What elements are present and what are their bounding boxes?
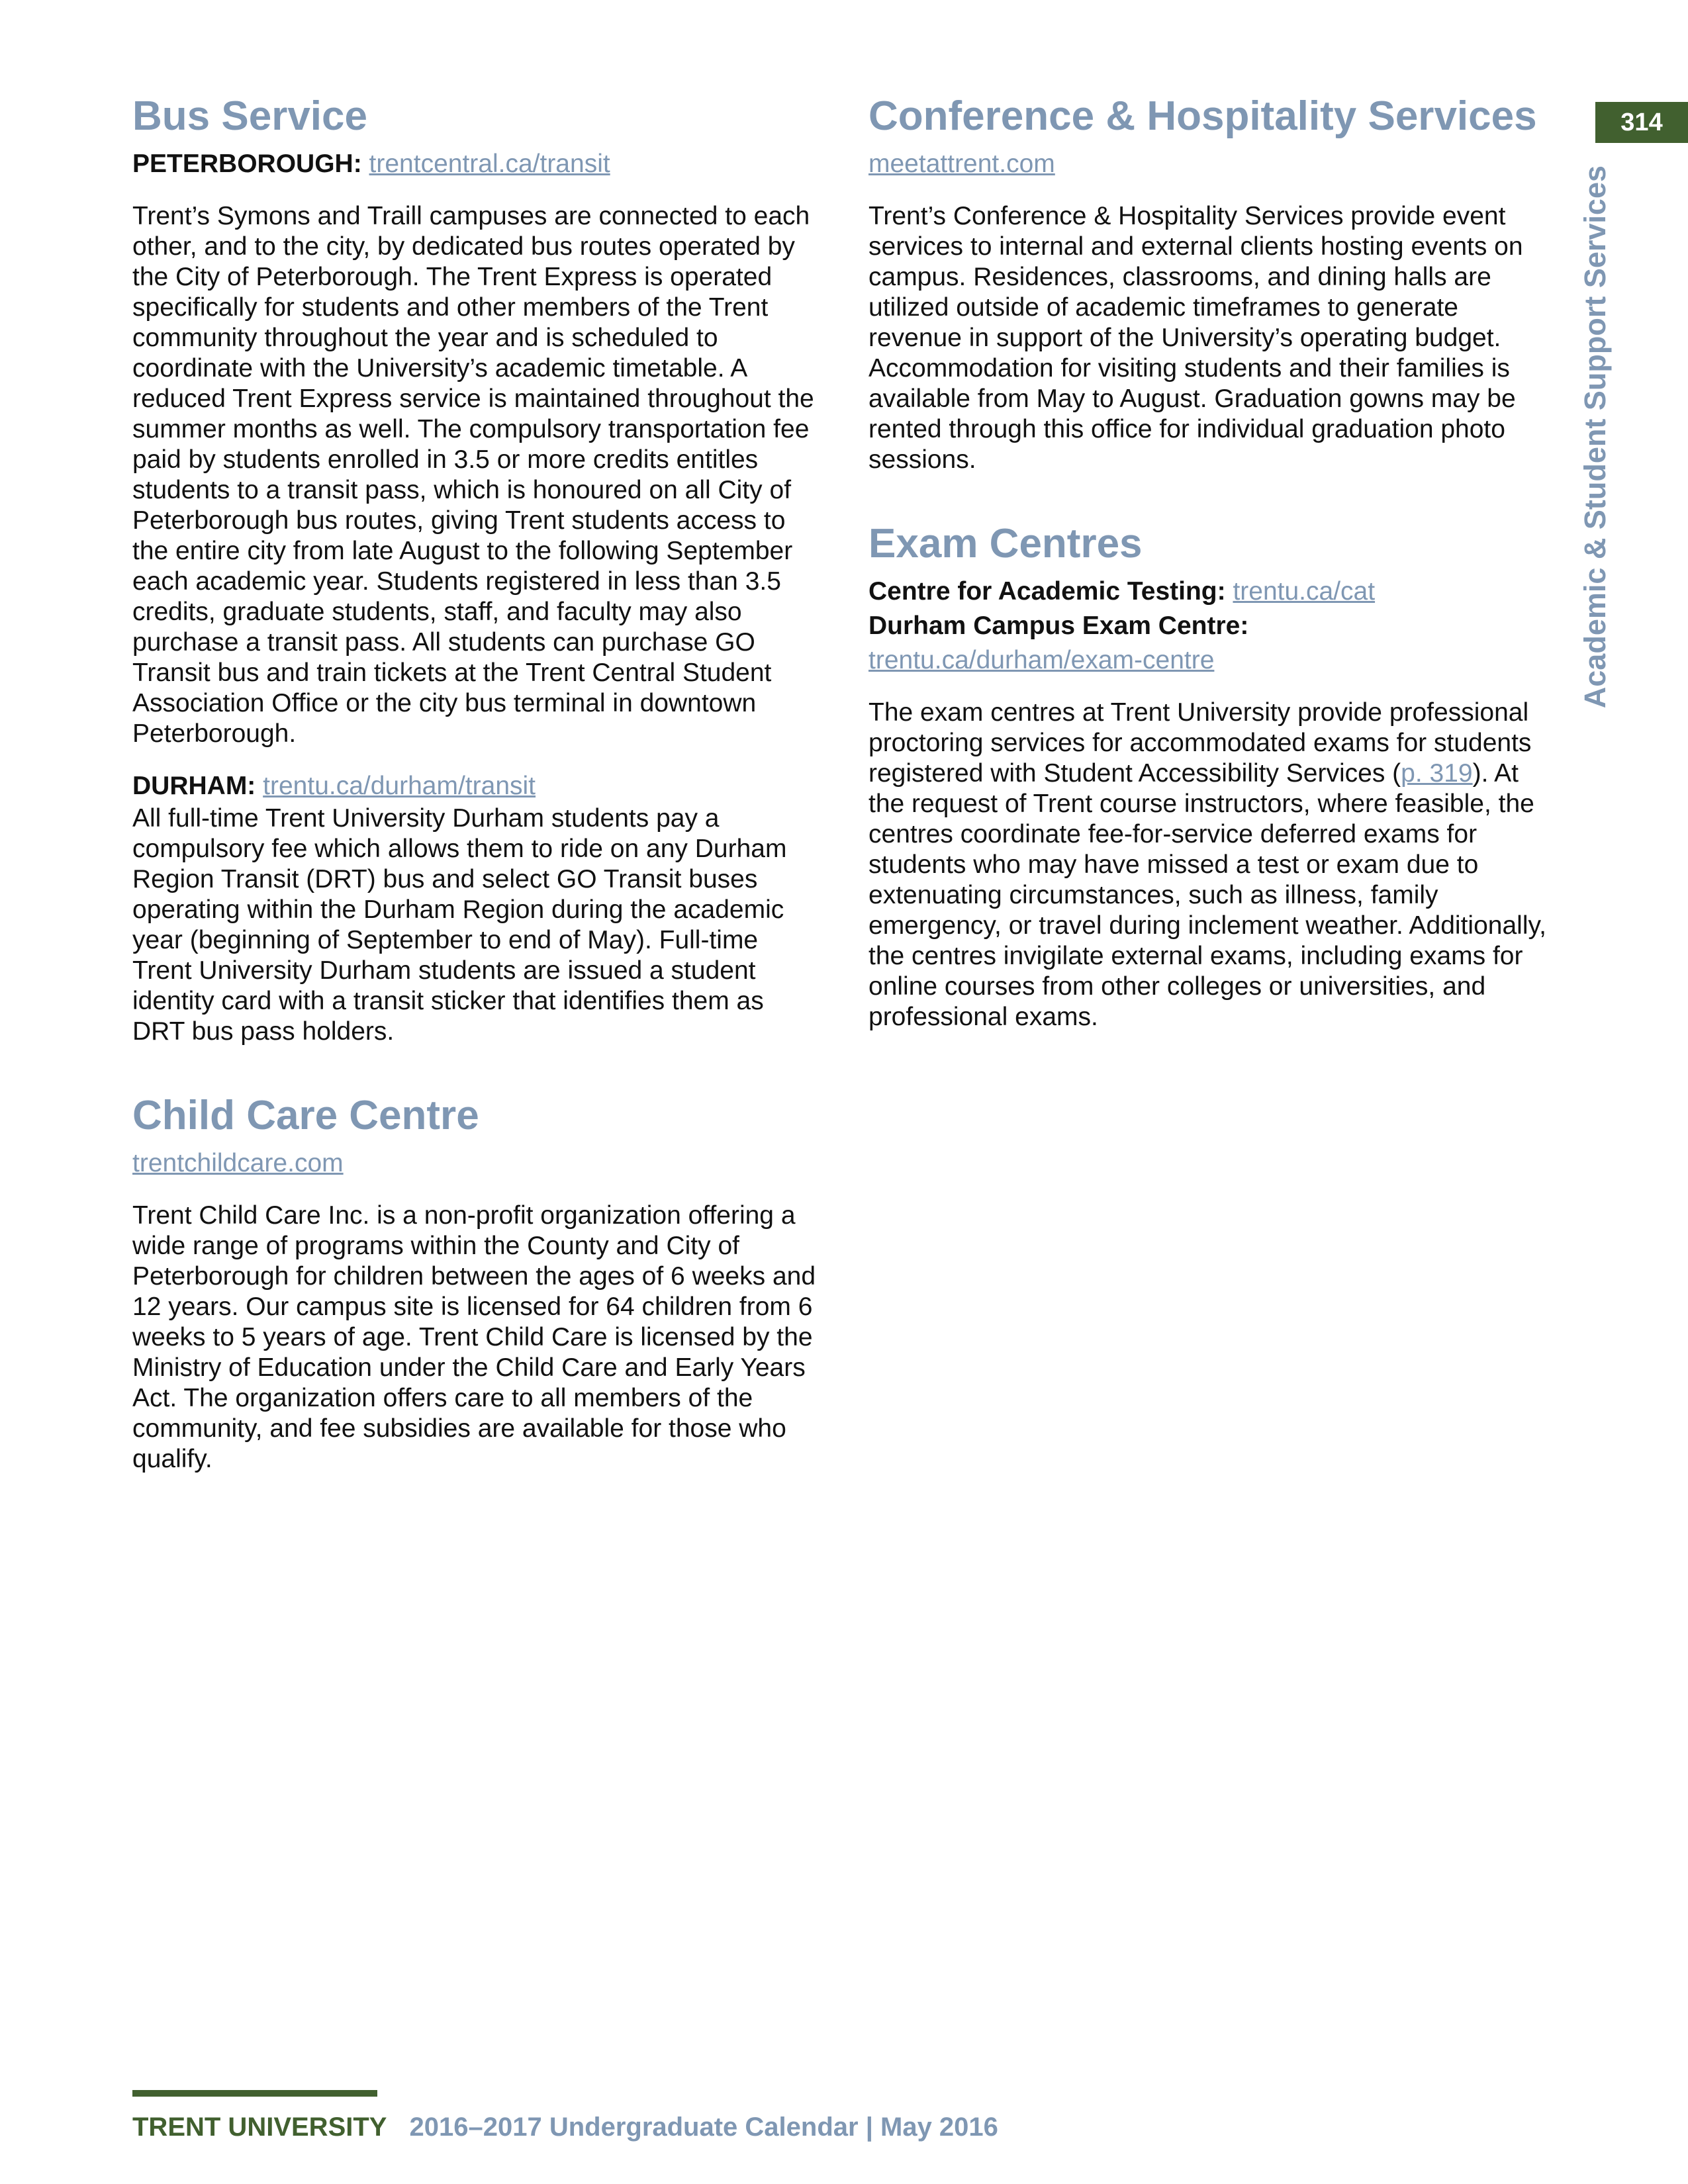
accessibility-page-link[interactable]: p. 319 <box>1401 759 1473 788</box>
conference-link[interactable]: meetattrent.com <box>868 150 1055 178</box>
durham-exam-label-line <box>868 609 1557 643</box>
left-column <box>132 86 821 1475</box>
footer-rule <box>132 2090 377 2097</box>
exam-centres-heading: Exam Centres <box>868 521 1143 567</box>
exam-body-end: ). At the request of Trent course instructors, where feasible, the centres coordinate fee-for-service deferred exams for students who may have missed a test or exam due to extenuating circumstances, such as illness, family emergency, or travel during inclement weather. Additionally, the centres invigilate external exams, including exams for online courses from other colleges or universities, and professional exams. <box>868 759 1546 1031</box>
child-care-paragraph: Trent Child Care Inc. is a non-profit organization offering a wide range of programs within the County and City of Peterborough for children between the ages of 6 weeks and 12 years. Our campus site is licensed for 64 children from 6 weeks to 5 years of age. Trent Child Care is licensed by the Ministry of Education under the Child Care and Early Years Act. The organization offers care to all members of the community, and fee subsidies are available for those who qualify. <box>132 1201 816 1473</box>
conference-heading: Conference & Hospitality Services <box>868 93 1537 139</box>
conference-paragraph: Trent’s Conference & Hospitality Services provide event services to internal and external clients hosting events on campus. Residences, classrooms, and dining halls are utilized outside of academic timeframes to generate revenue in support of the University’s operating budget. Accommodation for visiting students and their families is available from May to August. Graduation gowns may be rented through this office for individual graduation photo sessions. <box>868 202 1523 474</box>
footer <box>132 2109 998 2146</box>
durham-exam-link[interactable]: trentu.ca/durham/exam-centre <box>868 646 1215 674</box>
footer-calendar: 2016–2017 Undergraduate Calendar | May 2016 <box>409 2113 998 2142</box>
child-care-heading: Child Care Centre <box>132 1093 479 1138</box>
page-number: 314 <box>1595 102 1688 143</box>
durham-label: DURHAM: <box>132 772 256 800</box>
conference-section <box>868 86 1557 475</box>
cat-label: Centre for Academic Testing: <box>868 577 1226 606</box>
peterborough-transit-link[interactable]: trentcentral.ca/transit <box>369 150 610 178</box>
durham-transit-link[interactable]: trentu.ca/durham/transit <box>263 772 536 800</box>
section-side-title: Academic & Student Support Services <box>1578 165 1612 709</box>
peterborough-label: PETERBOROUGH: <box>132 150 362 178</box>
peterborough-line <box>132 147 821 181</box>
child-care-link[interactable]: trentchildcare.com <box>132 1149 344 1177</box>
conference-link-line <box>868 147 1557 181</box>
bus-service-heading: Bus Service <box>132 93 367 139</box>
footer-university: TRENT UNIVERSITY <box>132 2113 387 2142</box>
right-column <box>868 86 1557 1032</box>
child-care-link-line <box>132 1146 821 1181</box>
durham-paragraph: All full-time Trent University Durham students pay a compulsory fee which allows them to ride on any Durham Region Transit (DRT) bus and select GO Transit buses operating within the Durham Region during the academic year (beginning of September to end of May). Full-time Trent University Durham students are issued a student identity card with a transit sticker that identifies them as DRT bus pass holders. <box>132 804 787 1046</box>
cat-line <box>868 574 1557 609</box>
cat-link[interactable]: trentu.ca/cat <box>1233 577 1376 606</box>
durham-line <box>132 769 821 803</box>
exam-body-start: The exam centres at Trent University provide professional proctoring services for accommodated exams for students registered with Student Accessibility Services ( <box>868 698 1532 788</box>
bus-service-section <box>132 86 821 1047</box>
durham-exam-link-line <box>868 643 1557 678</box>
peterborough-paragraph: Trent’s Symons and Traill campuses are connected to each other, and to the city, by dedicated bus routes operated by the City of Peterborough. The Trent Express is operated specifically for students and other members of the Trent community throughout the year and is scheduled to coordinate with the University’s academic timetable. A reduced Trent Express service is maintained throughout the summer months as well. The compulsory transportation fee paid by students enrolled in 3.5 or more credits entitles students to a transit pass, which is honoured on all City of Peterborough bus routes, giving Trent students access to the entire city from late August to the following September each academic year. Students registered in less than 3.5 credits, graduate students, staff, and faculty may also purchase a transit pass. All students can purchase GO Transit bus and train tickets at the Trent Central Student Association Office or the city bus terminal in downtown Peterborough. <box>132 202 814 748</box>
exam-centres-section <box>868 514 1557 1032</box>
exam-centres-paragraph <box>868 698 1557 1032</box>
durham-exam-label: Durham Campus Exam Centre: <box>868 612 1249 640</box>
child-care-section <box>132 1085 821 1475</box>
